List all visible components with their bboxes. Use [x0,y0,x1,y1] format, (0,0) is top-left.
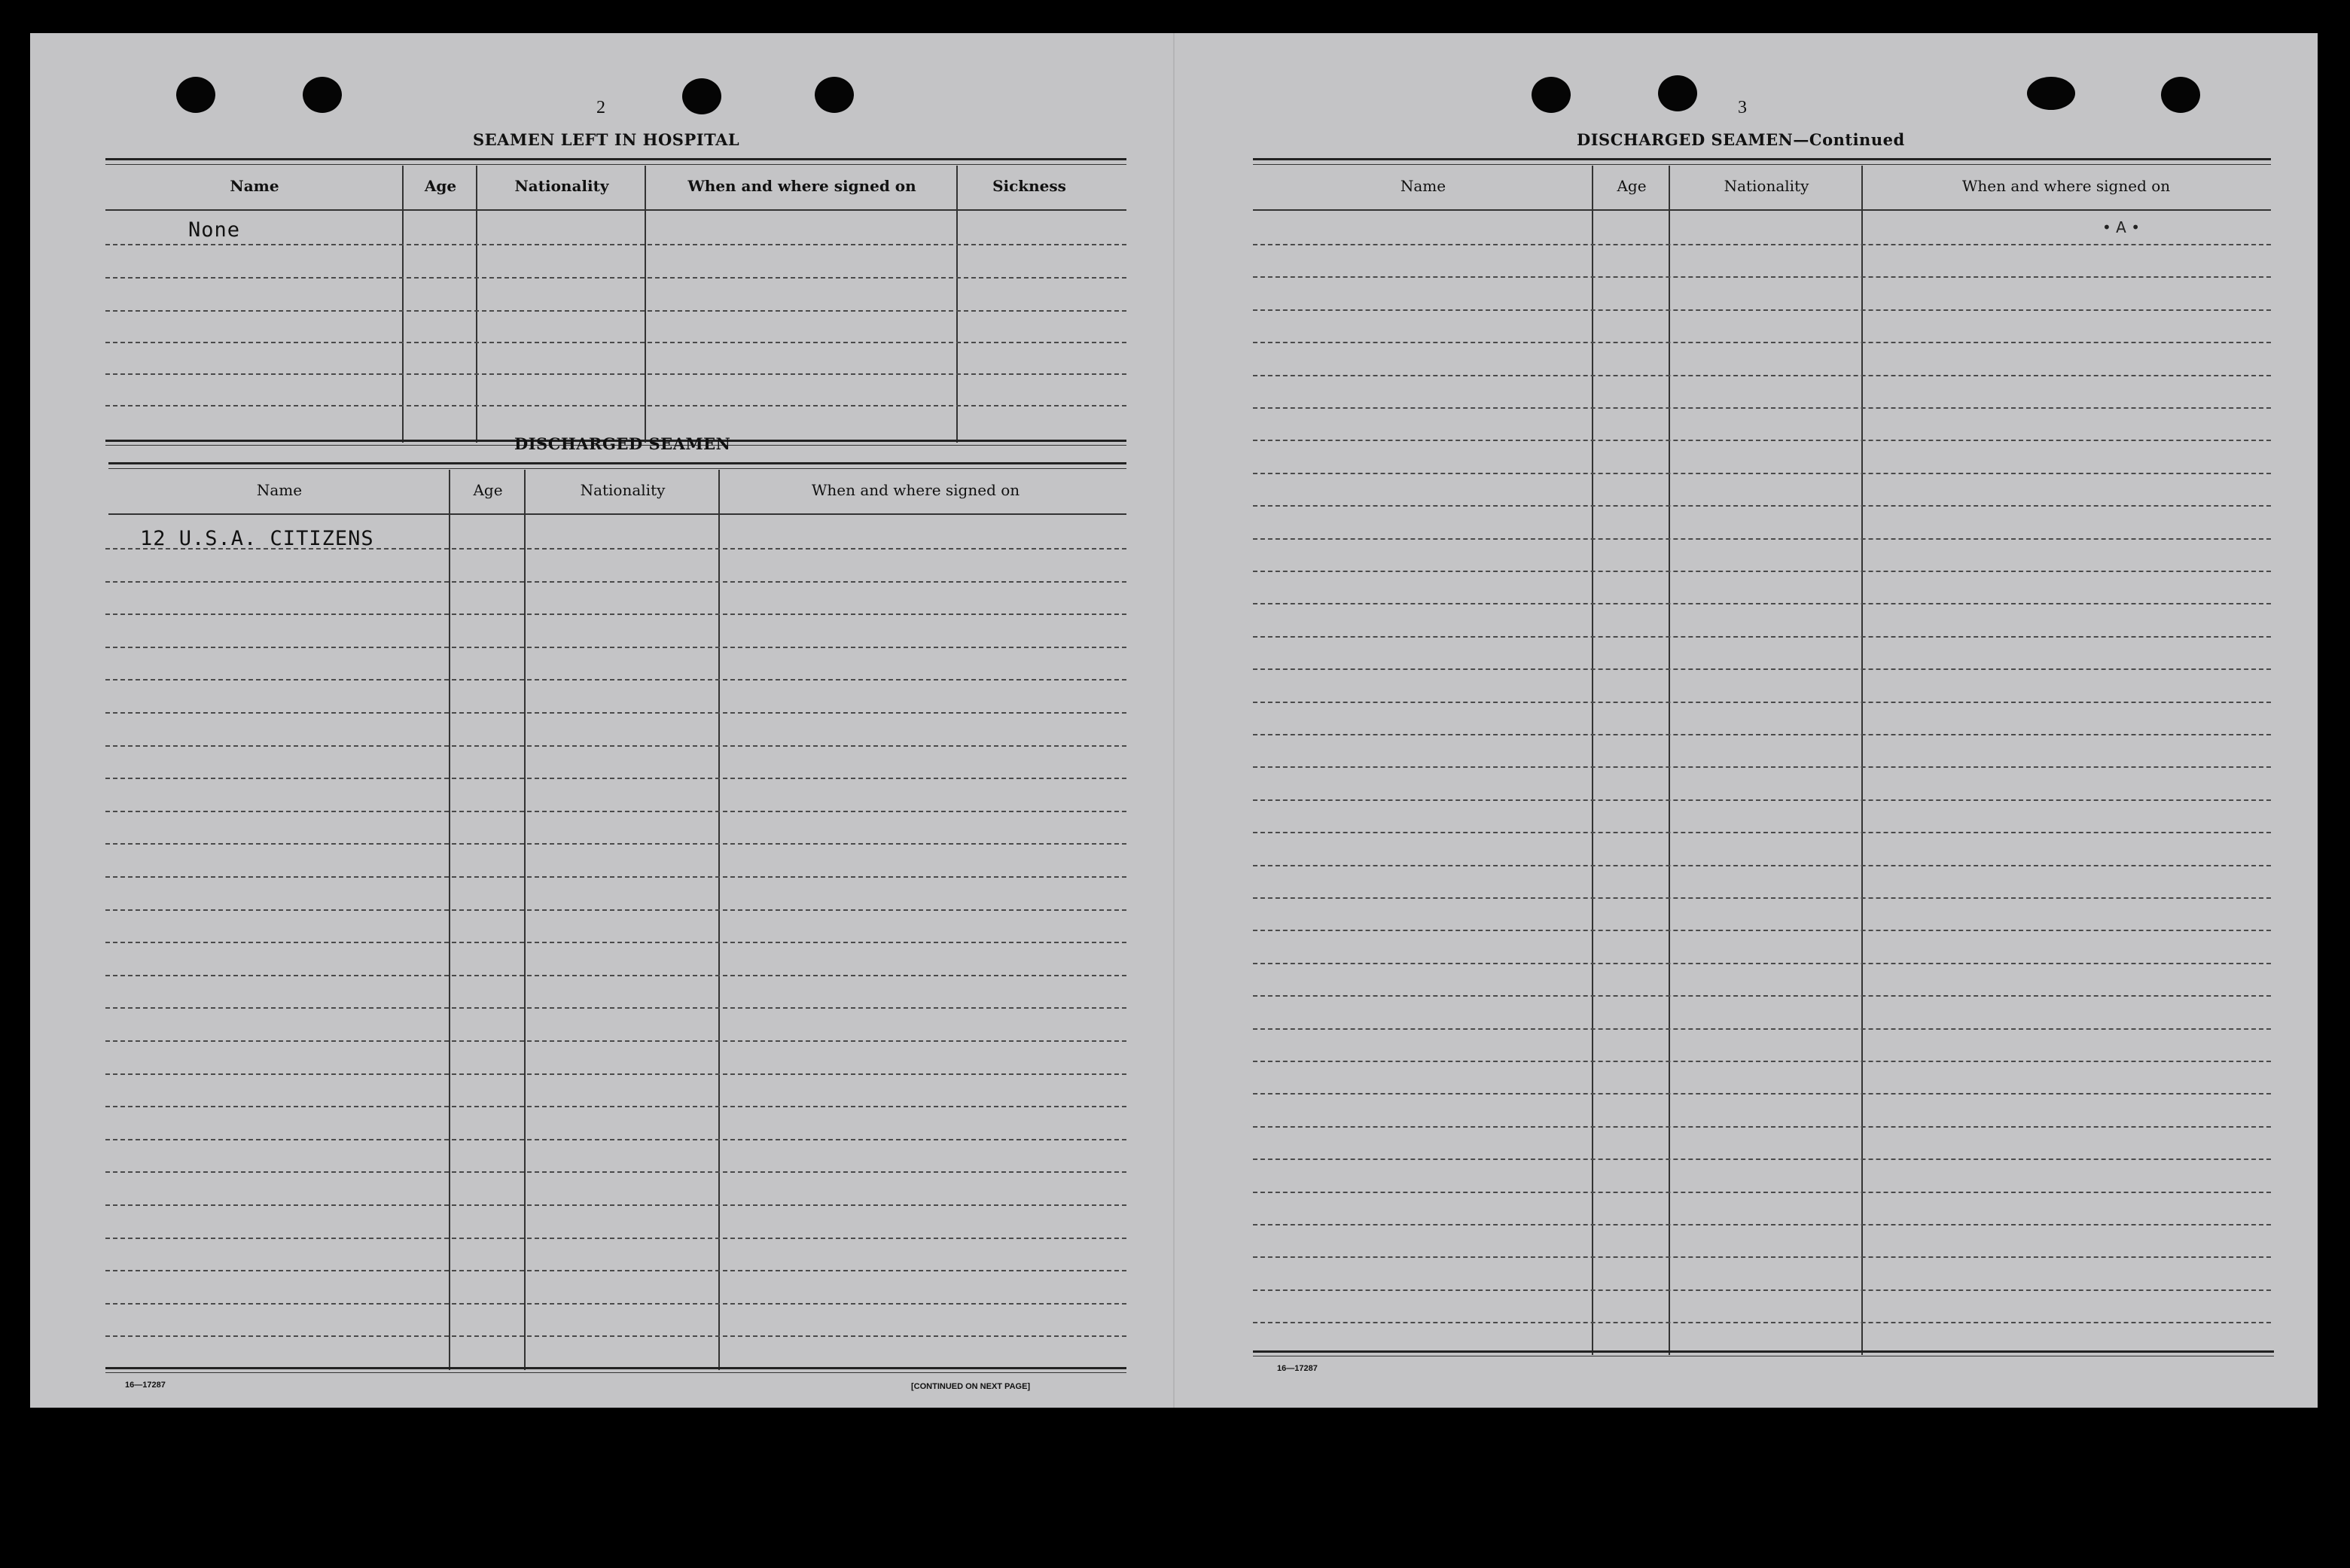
right-col-divider [1669,166,1670,1355]
hospital-row-line [105,310,1126,312]
table-row-line [105,1171,1126,1173]
punch-hole [1658,75,1697,111]
table-row-line [1253,799,2271,801]
hospital-row-line [105,373,1126,375]
table-row-line [1253,538,2271,540]
punch-hole [2161,77,2200,113]
table-row-line [1253,440,2271,441]
table-row-line [1253,309,2271,311]
table-row-line [1253,963,2271,964]
hospital-row-line [105,244,1126,245]
table-row-line [1253,636,2271,638]
right-col-age: Age [1617,177,1647,195]
hospital-top-rule [105,158,1126,160]
discharged-col-divider [449,470,450,1370]
right-section-title-main: DISCHARGED SEAMEN [1577,130,1794,149]
hospital-col-divider [402,166,404,443]
table-row-line [1253,276,2271,278]
discharged-col-divider [718,470,720,1370]
table-row-line [105,1106,1126,1107]
table-row-line [1253,571,2271,572]
hospital-header-rule [105,209,1126,211]
punch-hole [2027,77,2075,110]
discharged-col-name: Name [256,481,303,499]
table-row-line [105,811,1126,812]
table-row-line [1253,505,2271,507]
table-row-line [105,909,1126,911]
table-row-line [105,1303,1126,1305]
right-col-divider [1861,166,1863,1355]
right-section-title-suffix: —Continued [1793,130,1905,149]
form-number-left: 16—17287 [125,1381,166,1390]
table-row-line [105,1270,1126,1271]
hospital-col-divider [476,166,477,443]
table-row-line [105,1073,1126,1075]
hospital-col-sickness: Sickness [992,177,1066,195]
table-row-line [1253,995,2271,997]
page-number-left: 2 [596,98,605,117]
table-row-line [1253,342,2271,343]
table-row-line [1253,1256,2271,1258]
table-row-line [105,548,1126,550]
form-number-right: 16—17287 [1277,1364,1318,1373]
table-row-line [105,679,1126,680]
table-row-line [1253,766,2271,768]
hospital-col-divider [956,166,958,443]
table-row-line [1253,865,2271,866]
table-row-line [1253,407,2271,409]
table-row-line [105,975,1126,976]
table-row-line [1253,473,2271,474]
punch-hole [682,78,721,114]
hospital-row-line [105,405,1126,406]
table-row-line [1253,897,2271,899]
discharged-col-age: Age [473,481,503,499]
table-row-line [1253,702,2271,703]
table-row-line [1253,1289,2271,1291]
discharged-col-signed-on: When and where signed on [811,481,1020,499]
hospital-row-line [105,277,1126,279]
hospital-entry-name: None [188,218,241,242]
hospital-col-age: Age [424,177,457,195]
table-row-line [1253,1158,2271,1160]
right-col-nationality: Nationality [1724,177,1809,195]
right-header-rule [1253,209,2271,211]
discharged-col-divider [524,470,526,1370]
table-row-line [105,1335,1126,1337]
table-row-line [1253,832,2271,833]
table-row-line [105,581,1126,583]
right-bottom-rule [1253,1350,2274,1353]
table-row-line [1253,375,2271,376]
discharged-bottom-rule [105,1367,1126,1369]
discharged-top-rule-thin [108,468,1126,469]
table-row-line [1253,1028,2271,1030]
hospital-col-name: Name [230,177,279,195]
table-row-line [105,1204,1126,1206]
discharged-header-rule [108,513,1126,515]
table-row-line [105,1139,1126,1140]
table-row-line [105,942,1126,943]
right-col-divider [1592,166,1593,1355]
discharged-top-rule [108,462,1126,464]
table-row-line [105,1040,1126,1042]
stray-mark: • A • [2102,218,2140,236]
table-row-line [105,647,1126,648]
hospital-section-title: SEAMEN LEFT IN HOSPITAL [473,130,740,149]
hospital-col-divider [645,166,646,443]
right-top-rule-thin [1253,164,2271,165]
table-row-line [1253,734,2271,735]
right-section-title [1577,130,1905,149]
hospital-top-rule-thin [105,164,1126,165]
table-row-line [105,1007,1126,1009]
hospital-row-line [105,342,1126,343]
punch-hole [303,77,342,113]
punch-hole [176,77,215,113]
table-row-line [105,1238,1126,1239]
table-row-line [1253,930,2271,931]
table-row-line [105,778,1126,779]
discharged-section-title: DISCHARGED SEAMEN [514,434,731,453]
table-row-line [1253,1061,2271,1062]
continued-note: [CONTINUED ON NEXT PAGE] [911,1382,1031,1391]
right-col-signed-on: When and where signed on [1961,177,2171,195]
discharged-entry-name: 12 U.S.A. CITIZENS [140,527,374,550]
table-row-line [1253,244,2271,245]
discharged-bottom-rule-thin [105,1372,1126,1373]
table-row-line [1253,668,2271,670]
hospital-col-nationality: Nationality [514,177,609,195]
right-col-name: Name [1400,177,1446,195]
table-row-line [105,712,1126,714]
page-fold [1173,33,1175,1408]
table-row-line [1253,1126,2271,1128]
table-row-line [105,613,1126,615]
page-number-right: 3 [1738,98,1747,117]
punch-hole [815,77,854,113]
document-sheet [30,33,2318,1408]
discharged-col-nationality: Nationality [580,481,666,499]
right-top-rule [1253,158,2271,160]
table-row-line [1253,603,2271,604]
hospital-col-signed-on: When and where signed on [687,177,916,195]
table-row-line [105,843,1126,845]
table-row-line [1253,1322,2271,1323]
table-row-line [105,745,1126,747]
table-row-line [105,876,1126,878]
punch-hole [1532,77,1571,113]
table-row-line [1253,1224,2271,1225]
table-row-line [1253,1093,2271,1095]
table-row-line [1253,1192,2271,1193]
